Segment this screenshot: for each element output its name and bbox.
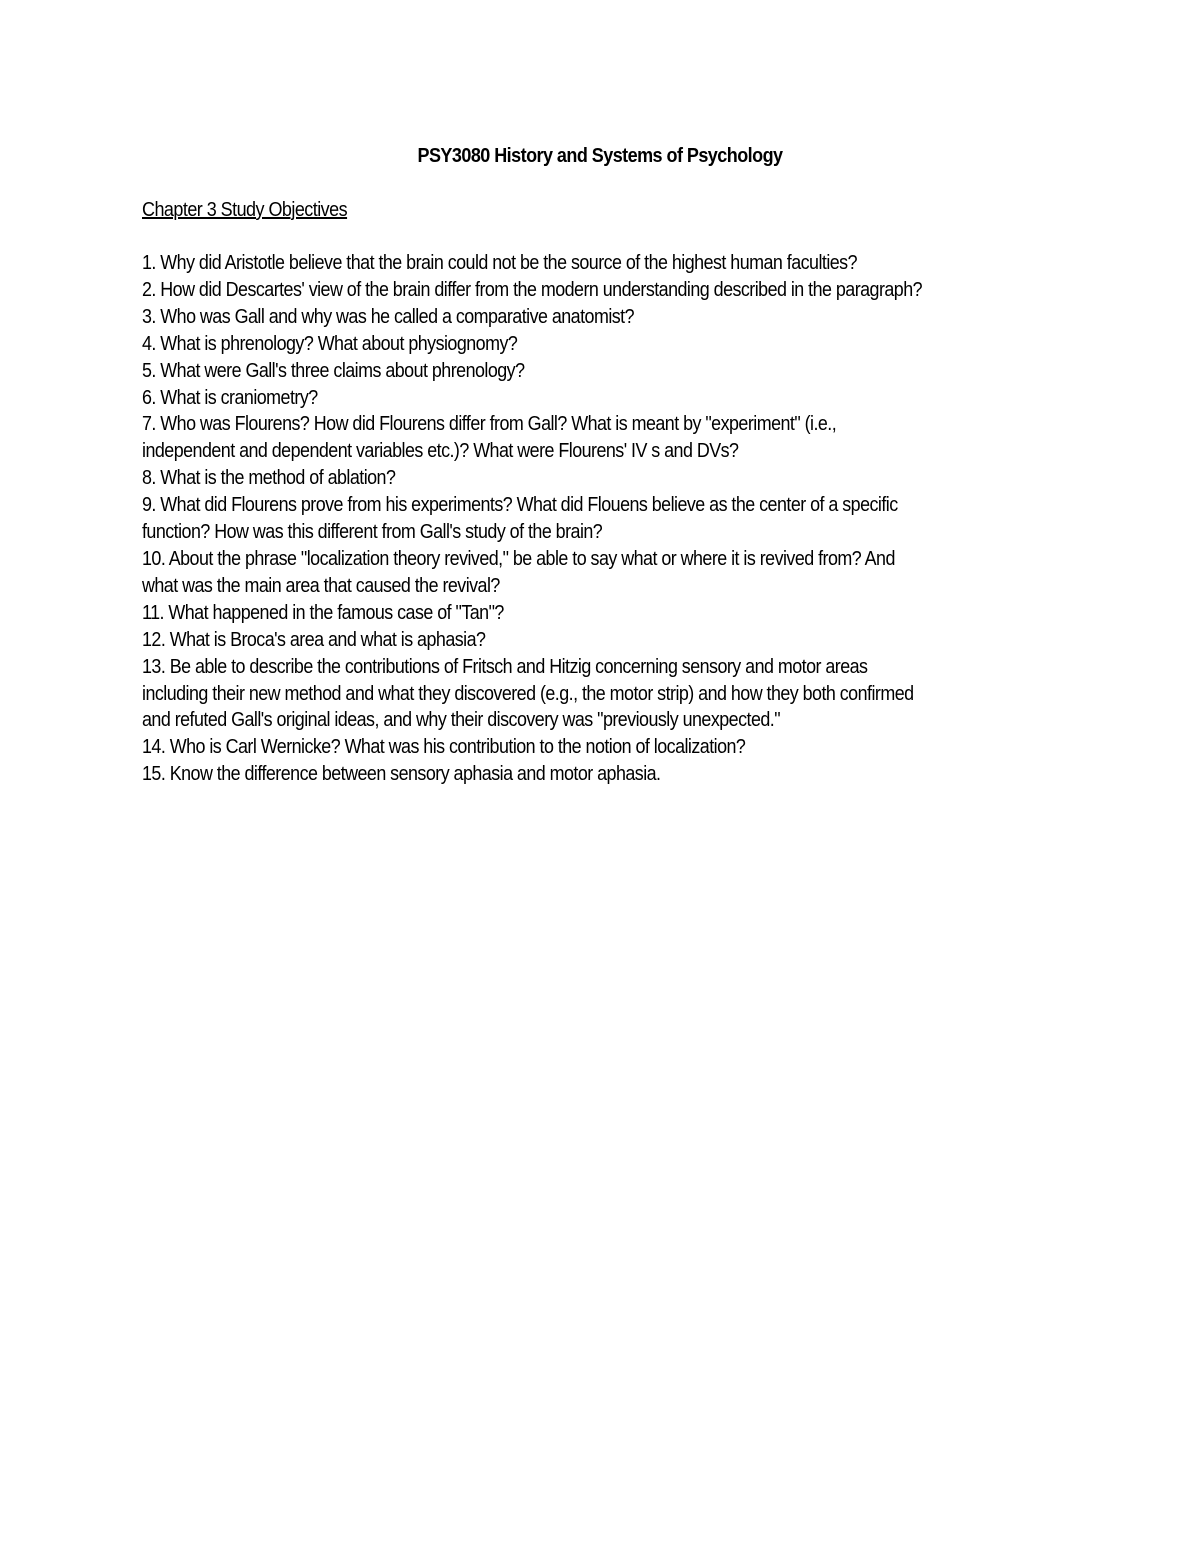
document-subtitle: Chapter 3 Study Objectives: [142, 199, 348, 221]
objective-line: 12. What is Broca's area and what is aphasia?: [142, 628, 486, 651]
document-title: PSY3080 History and Systems of Psychology: [417, 145, 783, 167]
objective-line: 7. Who was Flourens? How did Flourens differ from Gall? What is meant by "experiment" (i.e.,: [142, 413, 837, 436]
objective-line: function? How was this different from Gall's study of the brain?: [142, 521, 603, 544]
objective-line: 8. What is the method of ablation?: [142, 467, 396, 490]
objective-line: independent and dependent variables etc.)? What were Flourens' IV s and DVs?: [142, 440, 739, 463]
objective-line: 4. What is phrenology? What about physiognomy?: [142, 332, 518, 355]
objective-line: 13. Be able to describe the contributions of Fritsch and Hitzig concerning sensory and motor areas: [142, 655, 868, 678]
objective-line: 2. How did Descartes' view of the brain differ from the modern understanding described in the paragraph?: [142, 278, 923, 301]
objectives-list: [142, 250, 1037, 788]
objective-line: 14. Who is Carl Wernicke? What was his contribution to the notion of localization?: [142, 736, 746, 759]
objective-line: 5. What were Gall's three claims about phrenology?: [142, 359, 525, 382]
objective-line: 15. Know the difference between sensory aphasia and motor aphasia.: [142, 763, 661, 786]
objective-line: 6. What is craniometry?: [142, 386, 318, 409]
objective-line: 9. What did Flourens prove from his experiments? What did Flouens believe as the center of a specific: [142, 494, 898, 517]
objective-line: what was the main area that caused the revival?: [142, 574, 500, 597]
objective-line: 1. Why did Aristotle believe that the brain could not be the source of the highest human faculties?: [142, 252, 858, 274]
objective-line: 3. Who was Gall and why was he called a comparative anatomist?: [142, 305, 635, 328]
objective-line: 10. About the phrase "localization theory revived," be able to say what or where it is revived from? And: [142, 547, 895, 570]
objective-line: including their new method and what they discovered (e.g., the motor strip) and how they both confirmed: [142, 682, 914, 705]
objective-line: and refuted Gall's original ideas, and why their discovery was "previously unexpected.": [142, 709, 781, 732]
objective-line: 11. What happened in the famous case of "Tan"?: [142, 601, 504, 624]
